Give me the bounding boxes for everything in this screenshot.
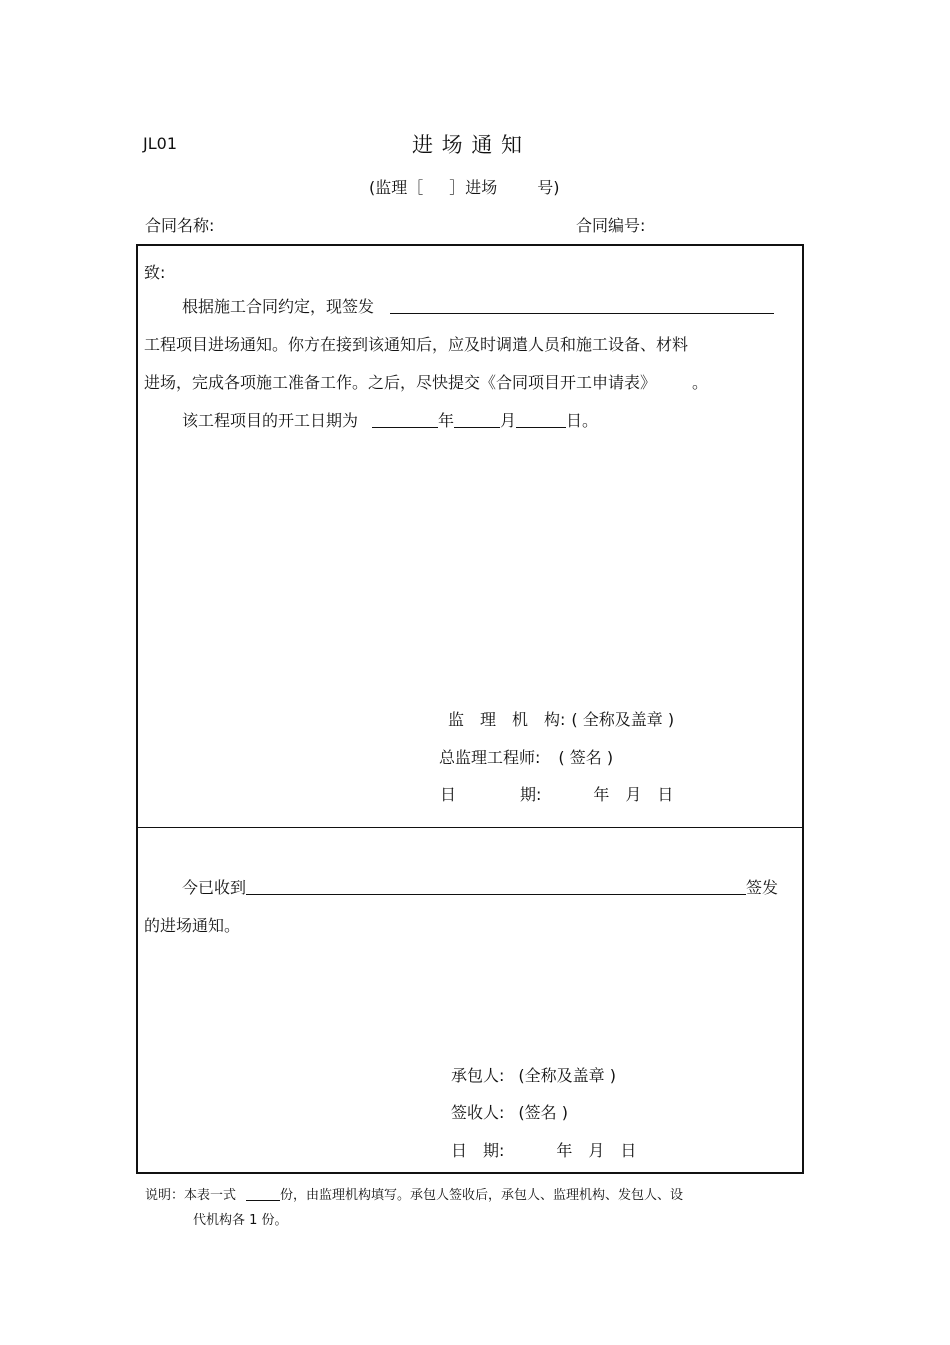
subtitle-mid: ］进场 xyxy=(449,178,498,197)
contractor-note: (全称及盖章 ) xyxy=(518,1066,616,1085)
chief-engineer-note: ( 签名 ) xyxy=(558,748,614,767)
contractor-label: 承包人: xyxy=(451,1066,505,1085)
supervisor-org-label: 监 理 机 构: xyxy=(448,710,566,729)
to-label: 致: xyxy=(144,263,166,282)
start-day-blank[interactable] xyxy=(516,409,566,428)
receipt-line-1-end: 签发 xyxy=(746,878,779,897)
issuer-blank[interactable] xyxy=(246,876,746,895)
footer-note-a: 说明：本表一式 xyxy=(145,1188,237,1203)
notice-line-1 xyxy=(182,294,774,317)
supervisor-date-value: 年 月 日 xyxy=(593,785,674,804)
footer-note-1 xyxy=(145,1184,683,1203)
day-label: 日。 xyxy=(566,411,599,430)
start-date-line xyxy=(182,408,598,431)
start-month-blank[interactable] xyxy=(454,409,500,428)
notice-line-2: 工程项目进场通知。你方在接到该通知后，应及时调遣人员和施工设备、材料 xyxy=(144,335,689,354)
contract-name-label: 合同名称: xyxy=(145,216,215,235)
notice-line-1-text: 根据施工合同约定，现签发 xyxy=(182,297,375,316)
start-date-label: 该工程项目的开工日期为 xyxy=(182,411,359,430)
start-year-blank[interactable] xyxy=(372,409,438,428)
year-label: 年 xyxy=(438,411,455,430)
supervisor-date-row xyxy=(440,782,673,805)
notice-line-3-end: 。 xyxy=(692,373,709,392)
section-divider xyxy=(136,827,804,828)
contractor-date-value: 年 月 日 xyxy=(556,1141,637,1160)
month-label: 月 xyxy=(500,411,517,430)
receiver-row xyxy=(451,1100,568,1123)
receipt-line-2: 的进场通知。 xyxy=(144,916,241,935)
subtitle-left: (监理［ xyxy=(369,178,424,197)
receiver-note: (签名 ) xyxy=(518,1103,568,1122)
supervisor-org-note: ( 全称及盖章 ) xyxy=(571,710,675,729)
copies-blank[interactable] xyxy=(246,1186,280,1201)
contractor-row xyxy=(451,1063,616,1086)
contractor-date-row xyxy=(451,1138,636,1161)
footer-note-b: 份，由监理机构填写。承包人签收后，承包人、监理机构、发包人、设 xyxy=(280,1188,684,1203)
form-code: JL01 xyxy=(143,134,177,153)
subtitle-right: 号) xyxy=(537,178,560,197)
supervisor-org-row xyxy=(448,707,674,730)
chief-engineer-label: 总监理工程师: xyxy=(439,748,541,767)
notice-line-3 xyxy=(144,370,708,393)
project-name-blank[interactable] xyxy=(390,295,774,314)
contract-no-label: 合同编号: xyxy=(576,216,646,235)
subtitle xyxy=(369,175,560,198)
supervisor-date-label: 日 期: xyxy=(440,785,542,804)
page-title: 进 场 通 知 xyxy=(412,133,524,157)
footer-note-2: 代机构各 1 份。 xyxy=(193,1213,288,1228)
contractor-date-label: 日 期: xyxy=(451,1141,505,1160)
receipt-line-1-text: 今已收到 xyxy=(182,878,247,897)
notice-line-3-text: 进场，完成各项施工准备工作。之后，尽快提交《合同项目开工申请表》 xyxy=(144,373,657,392)
chief-engineer-row xyxy=(439,745,613,768)
receiver-label: 签收人: xyxy=(451,1103,505,1122)
receipt-line-1 xyxy=(182,875,778,898)
